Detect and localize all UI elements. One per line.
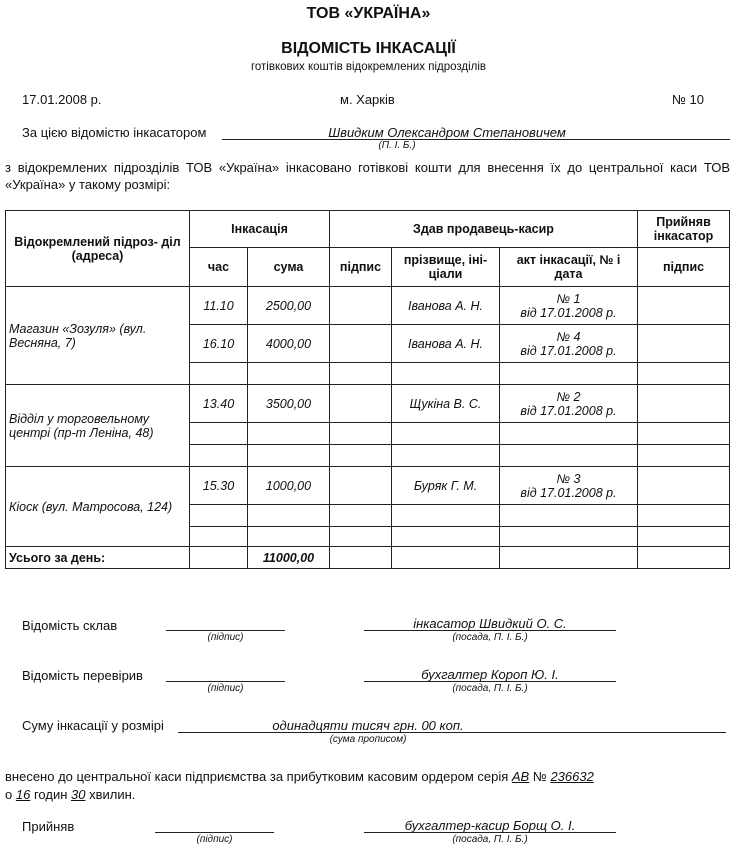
row-cashier: Щукіна В. С. — [392, 385, 500, 423]
document-subtitle: готівкових коштів відокремлених підрозділів — [250, 61, 487, 73]
row-collector-sign — [638, 287, 730, 325]
header-received: Прийняв інкасатор — [638, 211, 730, 248]
row-collector-sign — [638, 325, 730, 363]
row-act — [500, 325, 638, 363]
row-sum: 4000,00 — [248, 325, 330, 363]
sig3-sign-line — [155, 817, 274, 833]
document-date: 17.01.2008 р. — [22, 92, 102, 107]
sig3-label: Прийняв — [22, 819, 75, 834]
unit-name: Кіоск (вул. Матросова, 124) — [6, 467, 190, 547]
deposit-text-line — [5, 769, 594, 784]
row-sum: 2500,00 — [248, 287, 330, 325]
header-sign: підпис — [330, 248, 392, 287]
row-sum: 3500,00 — [248, 385, 330, 423]
sum-label: Суму інкасації у розмірі — [22, 718, 164, 733]
header-act: акт інкасації, № і дата — [500, 248, 638, 287]
sig2-person-caption: (посада, П. І. Б.) — [452, 683, 528, 694]
intro-text: з відокремлених підрозділів ТОВ «Україна» інкасовано готівкові кошти для внесення їх до центральної каси ТОВ «Україна» у такому розмірі: — [5, 160, 730, 192]
order-series: АВ — [511, 769, 530, 784]
row-collector-sign — [638, 467, 730, 505]
collector-pib-caption: (П. І. Б.) — [378, 140, 416, 151]
row-sign — [330, 325, 392, 363]
header-surname: прізвище, іні- ціали — [392, 248, 500, 287]
act-date: від 17.01.2008 р. — [520, 485, 617, 500]
table-row — [6, 467, 730, 505]
row-act — [500, 287, 638, 325]
sig1-label: Відомість склав — [22, 618, 118, 633]
act-date: від 17.01.2008 р. — [520, 305, 617, 320]
document-city: м. Харків — [340, 92, 395, 107]
header-collection: Інкасація — [190, 211, 330, 248]
collector-intro: За цією відомістю інкасатором — [22, 125, 207, 140]
time-prefix: о — [5, 787, 13, 802]
row-sign — [330, 287, 392, 325]
hours-word: годин — [33, 787, 68, 802]
table-row — [6, 385, 730, 423]
row-collector-sign — [638, 385, 730, 423]
row-time: 15.30 — [190, 467, 248, 505]
act-date: від 17.01.2008 р. — [520, 343, 617, 358]
sig1-person-caption: (посада, П. І. Б.) — [452, 632, 528, 643]
act-number: № 1 — [556, 291, 581, 306]
header-seller: Здав продавець-касир — [330, 211, 638, 248]
row-cashier: Буряк Г. М. — [392, 467, 500, 505]
total-label: Усього за день: — [6, 547, 190, 569]
sum-caption: (сума прописом) — [329, 734, 407, 745]
row-time: 16.10 — [190, 325, 248, 363]
row-time: 11.10 — [190, 287, 248, 325]
table-row — [6, 287, 730, 325]
header-sum: сума — [248, 248, 330, 287]
deposit-time-line — [5, 787, 135, 802]
minutes-word: хвилин. — [89, 787, 136, 802]
act-number: № 3 — [556, 471, 581, 486]
header-sign2: підпис — [638, 248, 730, 287]
total-sum: 11000,00 — [248, 547, 330, 569]
row-time: 13.40 — [190, 385, 248, 423]
unit-name: Магазин «Зозуля» (вул. Весняна, 7) — [6, 287, 190, 385]
number-sign: № — [532, 769, 547, 784]
total-row — [6, 547, 730, 569]
row-sign — [330, 467, 392, 505]
document-title: ВІДОМІСТЬ ІНКАСАЦІЇ — [281, 40, 456, 57]
sig1-sign-caption: (підпис) — [207, 632, 244, 643]
deposit-text: внесено до центральної каси підприємства за прибутковим касовим ордером серія — [5, 769, 509, 784]
row-sum: 1000,00 — [248, 467, 330, 505]
row-sign — [330, 385, 392, 423]
collector-name: Швидким Олександром Степановичем — [328, 125, 566, 140]
sig3-person: бухгалтер-касир Борщ О. І. — [404, 818, 576, 833]
collection-table — [5, 210, 730, 569]
row-cashier: Іванова А. Н. — [392, 325, 500, 363]
act-number: № 2 — [556, 389, 581, 404]
sum-words: одинадцяти тисяч грн. 00 коп. — [272, 718, 464, 733]
act-number: № 4 — [556, 329, 581, 344]
order-number: 236632 — [550, 769, 594, 784]
sig2-label: Відомість перевірив — [22, 668, 143, 683]
sig3-person-caption: (посада, П. І. Б.) — [452, 834, 528, 845]
row-act — [500, 385, 638, 423]
unit-name: Відділ у торговельному центрі (пр-т Леніна, 48) — [6, 385, 190, 467]
row-act — [500, 467, 638, 505]
sig2-sign-line — [166, 666, 285, 682]
company-title: ТОВ «УКРАЇНА» — [306, 5, 431, 22]
deposit-minutes: 30 — [71, 787, 86, 802]
sig1-person: інкасатор Швидкий О. С. — [413, 616, 567, 631]
sig3-sign-caption: (підпис) — [196, 834, 233, 845]
sig1-sign-line — [166, 615, 285, 631]
deposit-hours: 16 — [15, 787, 31, 802]
row-cashier: Іванова А. Н. — [392, 287, 500, 325]
header-unit: Відокремлений підроз- діл (адреса) — [6, 211, 190, 287]
sig2-person: бухгалтер Короп Ю. І. — [421, 667, 559, 682]
header-time: час — [190, 248, 248, 287]
document-number: № 10 — [672, 92, 705, 107]
act-date: від 17.01.2008 р. — [520, 403, 617, 418]
sig2-sign-caption: (підпис) — [207, 683, 244, 694]
